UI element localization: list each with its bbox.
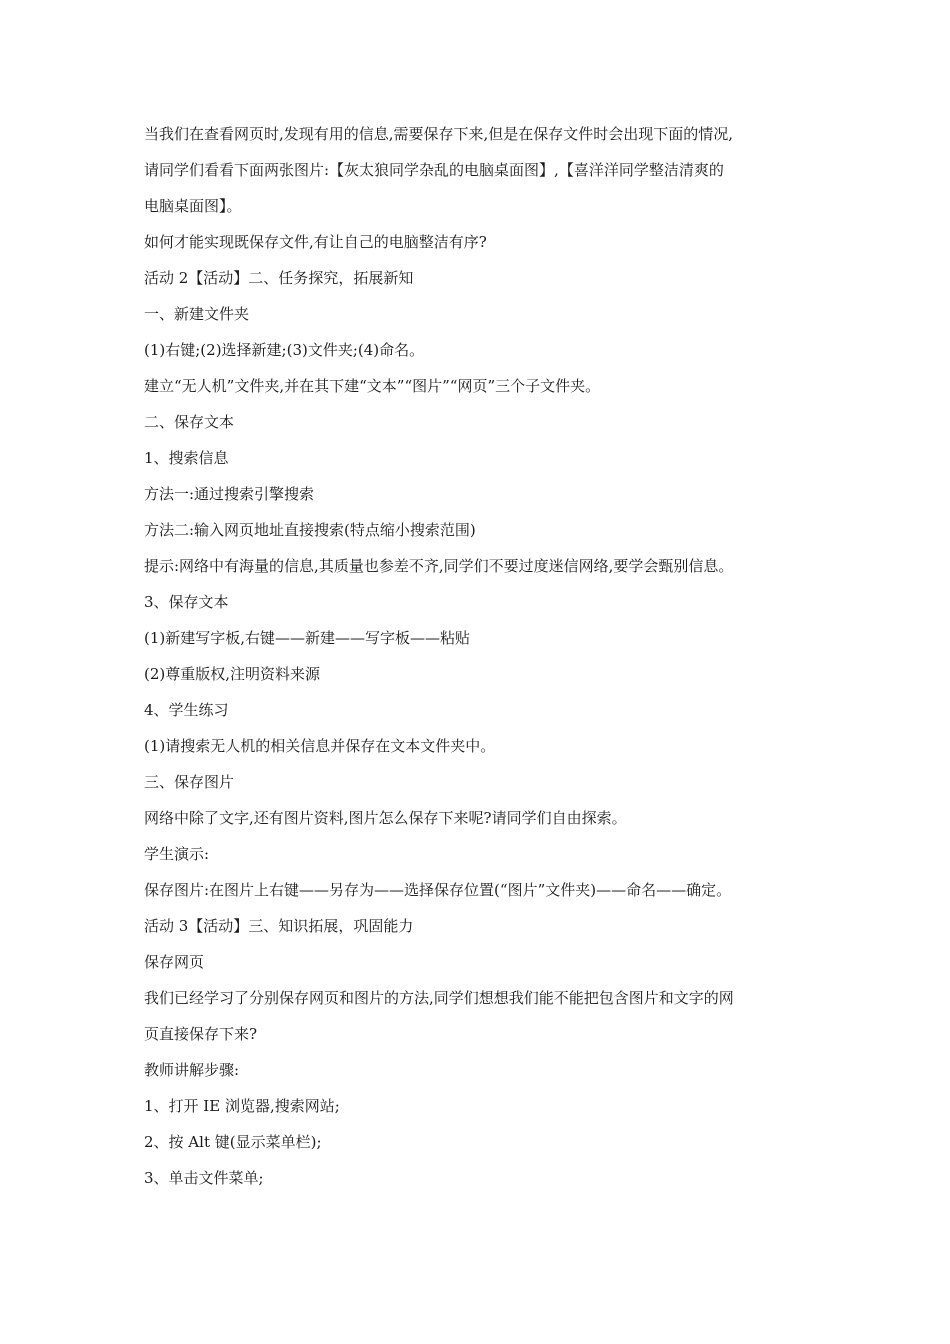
paragraph-webpage-intro-1: 我们已经学习了分别保存网页和图片的方法,同学们想想我们能不能把包含图片和文字的网: [144, 989, 734, 1007]
paragraph-step-3: 3、单击文件菜单;: [144, 1169, 264, 1187]
subsection-search-info: 1、搜索信息: [144, 449, 229, 467]
paragraph-question: 如何才能实现既保存文件,有让自己的电脑整洁有序?: [144, 233, 487, 251]
section-save-webpage: 保存网页: [144, 953, 205, 971]
paragraph-step-1: 1、打开 IE 浏览器,搜索网站;: [144, 1097, 340, 1115]
paragraph-wordpad: (1)新建写字板,右键——新建——写字板——粘贴: [144, 629, 471, 647]
section-new-folder: 一、新建文件夹: [144, 305, 250, 323]
subsection-save-text: 3、保存文本: [144, 593, 229, 611]
paragraph-practice-task: (1)请搜索无人机的相关信息并保存在文本文件夹中。: [144, 737, 496, 755]
paragraph-step-2: 2、按 Alt 键(显示菜单栏);: [144, 1133, 322, 1151]
paragraph-create-folders: 建立“无人机”文件夹,并在其下建“文本”“图片”“网页”三个子文件夹。: [144, 377, 601, 395]
paragraph-intro-1: 当我们在查看网页时,发现有用的信息,需要保存下来,但是在保存文件时会出现下面的情况,: [144, 125, 734, 143]
paragraph-webpage-intro-2: 页直接保存下来?: [144, 1025, 258, 1043]
activity-2-heading: 活动 2【活动】二、任务探究，拓展新知: [144, 269, 414, 287]
paragraph-method-2: 方法二:输入网页地址直接搜索(特点缩小搜索范围): [144, 521, 476, 539]
paragraph-copyright: (2)尊重版权,注明资料来源: [144, 665, 321, 683]
paragraph-steps-folder: (1)右键;(2)选择新建;(3)文件夹;(4)命名。: [144, 341, 425, 359]
paragraph-teacher-steps: 教师讲解步骤:: [144, 1061, 240, 1079]
paragraph-method-1: 方法一:通过搜索引擎搜索: [144, 485, 315, 503]
section-save-image: 三、保存图片: [144, 773, 235, 791]
paragraph-image-intro: 网络中除了文字,还有图片资料,图片怎么保存下来呢?请同学们自由探索。: [144, 809, 627, 827]
paragraph-intro-3: 电脑桌面图】。: [144, 197, 242, 215]
section-save-text: 二、保存文本: [144, 413, 235, 431]
paragraph-save-image-steps: 保存图片:在图片上右键——另存为——选择保存位置(“图片”文件夹)——命名——确定。: [144, 881, 732, 899]
paragraph-intro-2: 请同学们看看下面两张图片:【灰太狼同学杂乱的电脑桌面图】,【喜洋洋同学整洁清爽的: [144, 161, 724, 179]
activity-3-heading: 活动 3【活动】三、知识拓展，巩固能力: [144, 917, 414, 935]
subsection-practice: 4、学生练习: [144, 701, 229, 719]
paragraph-tip: 提示:网络中有海量的信息,其质量也参差不齐,同学们不要过度迷信网络,要学会甄别信息。: [144, 557, 734, 575]
paragraph-student-demo: 学生演示:: [144, 845, 210, 863]
